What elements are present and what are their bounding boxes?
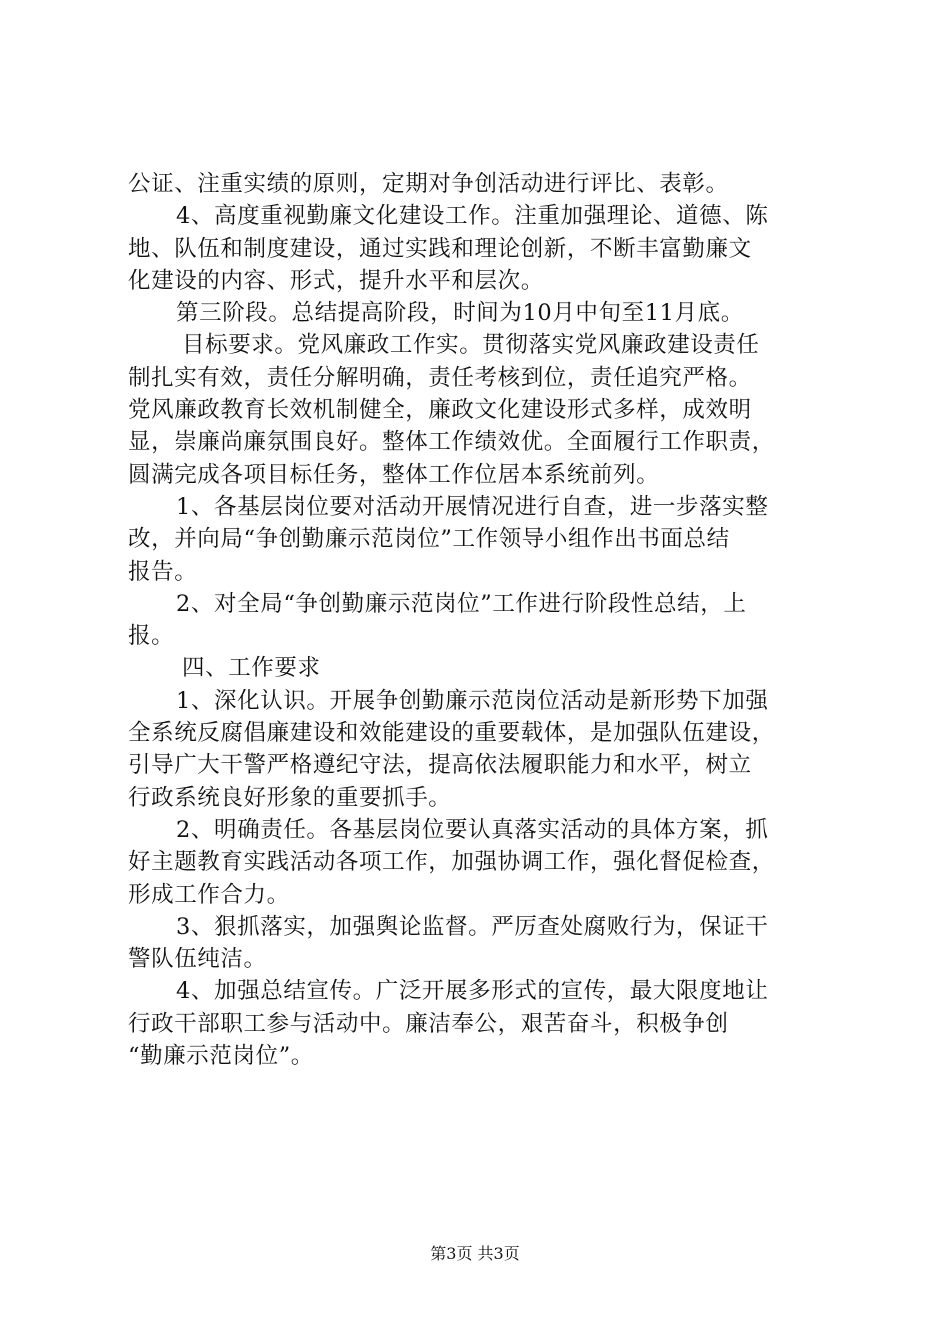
text-line: “勤廉示范岗位”。 <box>128 1043 314 1070</box>
text-line: 地、队伍和制度建设，通过实践和理论创新，不断丰富勤廉文 <box>128 235 752 262</box>
document-body <box>128 168 834 1072</box>
text-line: 报。 <box>128 623 175 650</box>
page-footer: 第3页 共3页 <box>430 1244 520 1263</box>
text-line: 显，崇廉尚廉氛围良好。整体工作绩效优。全面履行工作职责， <box>128 429 775 456</box>
text-line: 引导广大干警严格遵纪守法，提高依法履职能力和水平，树立 <box>128 752 752 779</box>
text-line: 公证、注重实绩的原则，定期对争创活动进行评比、表彰。 <box>128 171 729 197</box>
text-line: 警队伍纯洁。 <box>128 946 267 973</box>
text-line: 目标要求。党风廉政工作实。贯彻落实党风廉政建设责任 <box>182 332 760 359</box>
text-line: 形成工作合力。 <box>128 881 290 908</box>
text-line: 制扎实有效，责任分解明确，责任考核到位，责任追究严格。 <box>128 364 752 391</box>
text-line: 第三阶段。总结提高阶段，时间为10月中旬至11月底。 <box>176 300 744 327</box>
text-line: 2、明确责任。各基层岗位要认真落实活动的具体方案，抓 <box>176 816 769 843</box>
text-line: 1、深化认识。开展争创勤廉示范岗位活动是新形势下加强 <box>176 687 769 714</box>
text-line: 2、对全局“争创勤廉示范岗位”工作进行阶段性总结，上 <box>176 590 747 617</box>
text-line: 四、工作要求 <box>182 655 321 682</box>
text-line: 4、高度重视勤廉文化建设工作。注重加强理论、道德、陈 <box>176 203 769 230</box>
text-line: 4、加强总结宣传。广泛开展多形式的宣传，最大限度地让 <box>176 978 769 1005</box>
text-line: 3、狠抓落实，加强舆论监督。严厉查处腐败行为，保证干 <box>176 913 769 940</box>
text-line: 1、各基层岗位要对活动开展情况进行自查，进一步落实整 <box>176 493 769 520</box>
text-line: 好主题教育实践活动各项工作，加强协调工作，强化督促检查， <box>128 849 775 876</box>
text-line: 化建设的内容、形式，提升水平和层次。 <box>128 267 544 294</box>
text-line: 全系统反腐倡廉建设和效能建设的重要载体，是加强队伍建设， <box>128 720 775 747</box>
text-line: 报告。 <box>128 558 198 585</box>
text-line: 圆满完成各项目标任务，整体工作位居本系统前列。 <box>128 461 660 488</box>
text-line: 行政系统良好形象的重要抓手。 <box>128 784 452 811</box>
text-line: 党风廉政教育长效机制健全，廉政文化建设形式多样，成效明 <box>128 397 752 424</box>
text-line: 改，并向局“争创勤廉示范岗位”工作领导小组作出书面总结 <box>128 526 730 553</box>
text-line: 行政干部职工参与活动中。廉洁奉公，艰苦奋斗，积极争创 <box>128 1010 729 1037</box>
